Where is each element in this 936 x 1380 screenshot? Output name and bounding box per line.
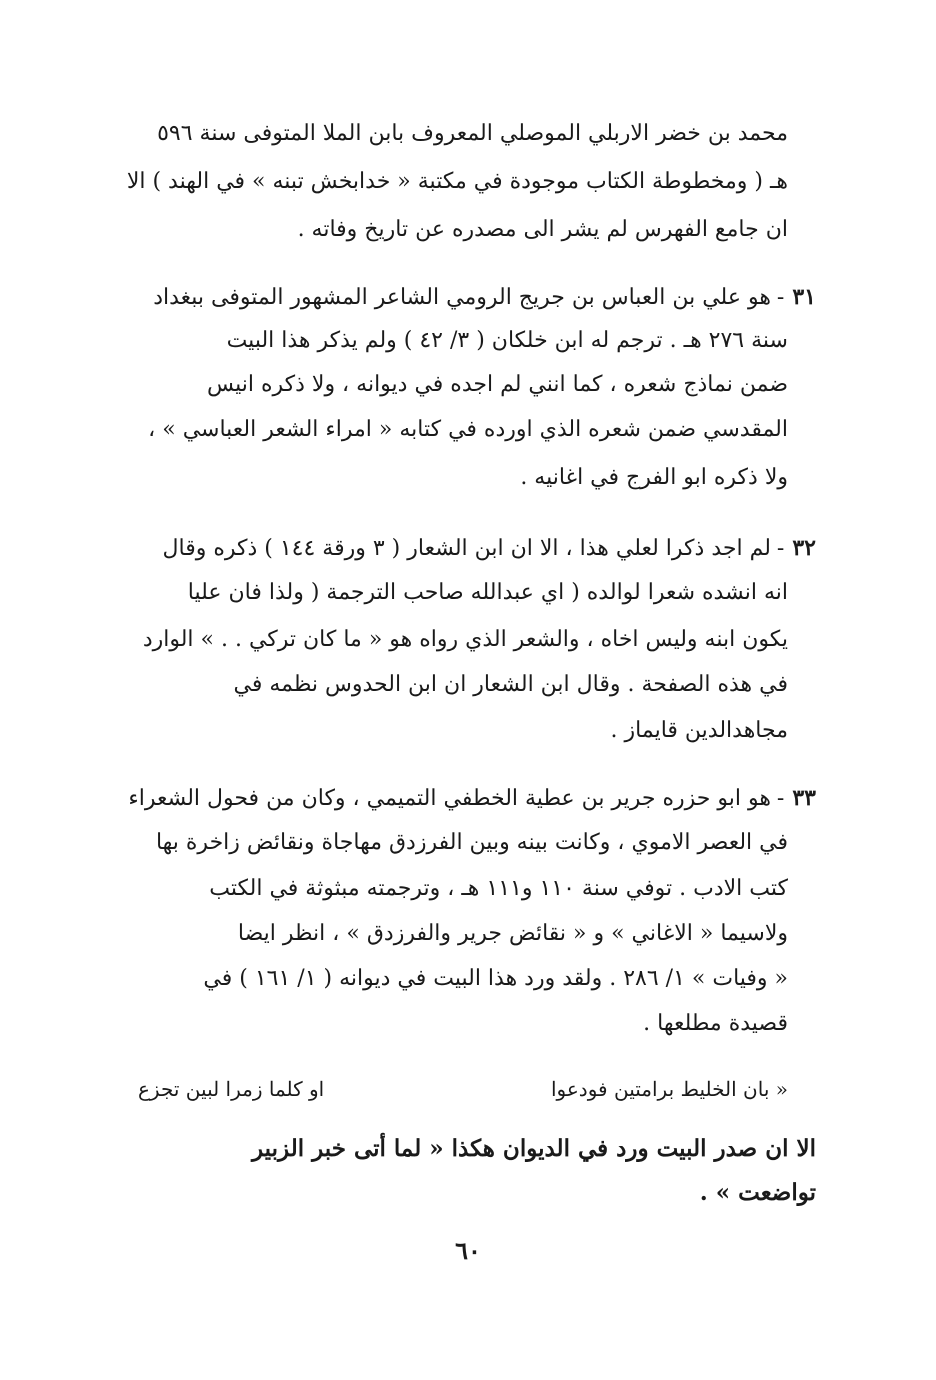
footnote-line: ولاسيما « الاغاني » و « نقائض جرير والفرزدق » ، انظر ايضا — [237, 921, 788, 946]
verse-first-hemistich: « بان الخليط برامتين فودعوا — [550, 1077, 788, 1101]
intro-line-3: ان جامع الفهرس لم يشر الى مصدره عن تاريخ وفاته . — [297, 217, 788, 242]
closing-line-1: الا ان صدر البيت ورد في الديوان هكذا « لما أتى خبر الزبير — [251, 1135, 816, 1162]
footnote-line: هو علي بن العباس بن جريج الرومي الشاعر المشهور المتوفى ببغداد — [153, 285, 771, 310]
footnote-line: يكون ابنه وليس اخاه ، والشعر الذي رواه هو « ما كان تركي . . » الوارد — [142, 627, 788, 652]
footnote-number: ٣٢ — [792, 535, 816, 561]
closing-line-2: تواضعت » . — [699, 1179, 816, 1206]
footnote-line: في العصر الاموي ، وكانت بينه وبين الفرزدق مهاجاة ونقائض زاخرة بها — [155, 830, 788, 855]
footnote-number: ٣٣ — [792, 785, 816, 811]
footnote-line: ضمن نماذج شعره ، كما انني لم اجده في ديوانه ، ولا ذكره انيس — [207, 372, 788, 397]
footnote-line: في هذه الصفحة . وقال ابن الشعار ان ابن الحدوس نظمه في — [233, 672, 788, 697]
footnote-line: ولا ذكره ابو الفرج في اغانيه . — [520, 465, 788, 490]
page-number: ٦٠ — [455, 1236, 481, 1265]
footnote-line: انه انشده شعرا لوالده ( اي عبدالله صاحب الترجمة ( ولذا فان عليا — [187, 580, 788, 605]
footnote-line: مجاهدالدين قايماز . — [610, 718, 788, 743]
footnote-line: هو ابو حزره جرير بن عطية الخطفي التميمي ، وكان من فحول الشعراء — [128, 786, 771, 811]
footnote-line: سنة ٢٧٦ هـ . ترجم له ابن خلكان ( ٣/ ٤٢ ) ولم يذكر هذا البيت — [226, 328, 788, 353]
footnote-line: قصيدة مطلعها . — [643, 1011, 788, 1036]
verse-second-hemistich: او كلما زمرا لبين تجزع — [138, 1077, 325, 1101]
book-page: محمد بن خضر الاربلي الموصلي المعروف بابن الملا المتوفى سنة ٥٩٦ هـ ( ومخطوطة الكتاب موجودة في مكتبة « خدابخش تبنه » في الهند ) الا ان جامع الفهرس لم يشر الى مصدره عن تاريخ وفاته . ٣١-هو علي بن العباس بن جريج الرومي الشاعر المشهور المتوفى ببغداد سنة ٢٧٦ هـ . ترجم له ابن خلكان ( ٣/ ٤٢ ) ولم يذكر هذا البيت ضمن نماذج شعره ، كما انني لم اجده في ديوانه ، ولا ذكره انيس المقدسي ضمن شعره الذي اورده في كتابه « امراء الشعر العباسي » ، ولا ذكره ابو الفرج في اغانيه . ٣٢-لم اجد ذكرا لعلي هذا ، الا ان ابن الشعار ( ٣ ورقة ١٤٤ ) ذكره وقال انه انشده شعرا لوالده ( اي عبدالله صاحب الترجمة ( ولذا فان عليا يكون ابنه وليس اخاه ، والشعر الذي رواه هو « ما كان تركي . . » الوارد في هذه الصفحة . وقال ابن الشعار ان ابن الحدوس نظمه في مجاهدالدين قايماز . ٣٣-هو ابو حزره جرير بن عطية الخطفي التميمي ، وكان من فحول الشعراء في العصر الاموي ، وكانت بينه وبين الفرزدق مهاجاة ونقائض زاخرة بها كتب الادب . توفي سنة ١١٠ و١١١ هـ ، وترجمته مبثوثة في الكتب ولاسيما « الاغاني » و « نقائض جرير والفرزدق » ، انظر ايضا « وفيات » ١/ ٢٨٦ . ولقد ورد هذا البيت في ديوانه ( ١/ ١٦١ ) في قصيدة مطلعها . « بان الخليط برامتين فودعوا او كلما زمرا لبين تجزع الا ان صدر البيت ورد في الديوان هكذا « لما أتى خبر الزبير تواضعت » . ٦٠ — [0, 0, 936, 1380]
intro-line-1: محمد بن خضر الاربلي الموصلي المعروف بابن الملا المتوفى سنة ٥٩٦ — [157, 121, 788, 146]
footnote-number: ٣١ — [792, 284, 816, 310]
footnote-line: كتب الادب . توفي سنة ١١٠ و١١١ هـ ، وترجمته مبثوثة في الكتب — [209, 876, 788, 901]
footnote-line: المقدسي ضمن شعره الذي اورده في كتابه « امراء الشعر العباسي » ، — [148, 417, 788, 442]
footnote-line: لم اجد ذكرا لعلي هذا ، الا ان ابن الشعار ( ٣ ورقة ١٤٤ ) ذكره وقال — [162, 536, 771, 561]
footnote-line: « وفيات » ١/ ٢٨٦ . ولقد ورد هذا البيت في ديوانه ( ١/ ١٦١ ) في — [203, 966, 788, 991]
intro-line-2: هـ ( ومخطوطة الكتاب موجودة في مكتبة « خدابخش تبنه » في الهند ) الا — [126, 169, 788, 194]
poem-verse — [138, 1074, 788, 1104]
